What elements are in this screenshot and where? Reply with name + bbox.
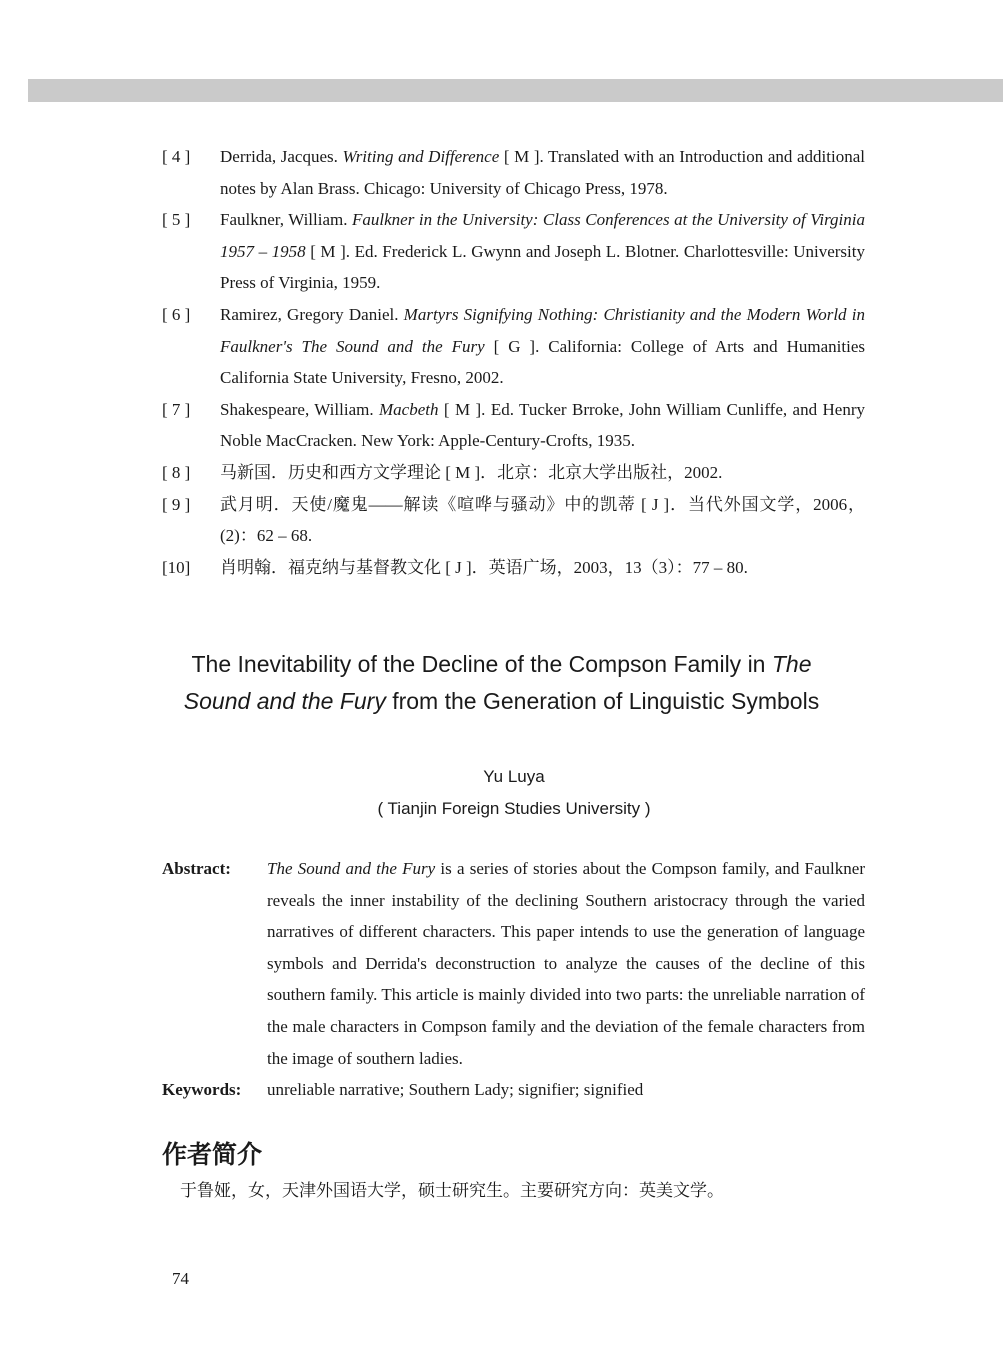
header-bar bbox=[28, 79, 1003, 102]
paper-title bbox=[150, 646, 853, 720]
reference-item bbox=[162, 204, 865, 299]
title-line1-italic: The bbox=[771, 651, 812, 677]
title-line1: The Inevitability of the Decline of the Compson Family in bbox=[191, 651, 772, 677]
reference-title: Faulkner in the University: Class Conferences at the University of Virginia 1957 – 1958 bbox=[220, 210, 866, 261]
reference-number: [ 6 ] bbox=[162, 304, 191, 324]
author-affiliation: ( Tianjin Foreign Studies University ) bbox=[377, 799, 651, 818]
reference-item bbox=[162, 489, 865, 552]
reference-item bbox=[162, 457, 865, 489]
title-line2: from the Generation of Linguistic Symbols bbox=[385, 688, 820, 714]
reference-text: [ M ]. Ed. Tucker Brroke, John William Cunliffe, and Henry Noble MacCracken. New York: Apple-Century-Crofts, 1935. bbox=[220, 399, 865, 451]
reference-item bbox=[162, 394, 865, 457]
reference-number: [ 5 ] bbox=[162, 210, 191, 230]
reference-title: Martyrs Signifying Nothing: Christianity and the Modern World in Faulkner's The Sound and the Fury bbox=[220, 304, 865, 356]
title-line2-italic: Sound and the Fury bbox=[183, 688, 386, 714]
reference-text: Shakespeare, William. bbox=[220, 399, 379, 419]
reference-text: [ G ]. California: College of Arts and Humanities California State University, Fresno, 2002. bbox=[220, 336, 865, 388]
author-name: Yu Luya bbox=[483, 767, 545, 786]
reference-text: [ M ]. Ed. Frederick L. Gwynn and Joseph L. Blotner. Charlottesville: University Press of Virginia, 1959. bbox=[220, 241, 865, 293]
reference-text: 武月明．天使/魔鬼——解读《喧哗与骚动》中的凯蒂 [ J ]．当代外国文学，2006，(2)：62 – 68. bbox=[220, 494, 865, 546]
abstract-italic-lead: The Sound and the Fury bbox=[267, 859, 436, 878]
reference-text: 肖明翰．福克纳与基督教文化 [ J ]．英语广场，2003，13（3）：77 – 80. bbox=[220, 557, 748, 577]
reference-text: 马新国．历史和西方文学理论 [ M ]．北京：北京大学出版社，2002. bbox=[220, 462, 723, 482]
reference-number: [10] bbox=[162, 557, 191, 577]
page-number: 74 bbox=[172, 1269, 189, 1288]
reference-text: Ramirez, Gregory Daniel. bbox=[220, 304, 404, 324]
reference-text: Derrida, Jacques. bbox=[220, 147, 343, 166]
abstract-label: Abstract: bbox=[162, 859, 231, 878]
references-list bbox=[162, 141, 865, 583]
reference-item bbox=[162, 141, 865, 204]
about-author-text: 于鲁娅，女，天津外国语大学，硕士研究生。主要研究方向：英美文学。 bbox=[180, 1181, 724, 1200]
abstract-section bbox=[162, 853, 865, 1106]
reference-item bbox=[162, 552, 865, 584]
keywords-text: unreliable narrative; Southern Lady; signifier; signified bbox=[267, 1080, 644, 1100]
reference-text: Faulkner, William. bbox=[220, 210, 353, 230]
reference-title: Writing and Difference bbox=[342, 147, 500, 166]
keywords-row bbox=[162, 1074, 865, 1106]
about-author-heading: 作者简介 bbox=[162, 1140, 263, 1169]
reference-number: [ 9 ] bbox=[162, 494, 191, 514]
abstract-text: is a series of stories about the Compson family, and Faulkner reveals the inner instability of the declining Southern aristocracy through the varied narratives of different characters. This paper intends to use the generation of language symbols and Derrida's deconstruction to analyze the causes of the decline of this southern family. This article is mainly divided into two parts: the unreliable narration of the male characters in Compson family and the deviation of the female characters from the image of southern ladies. bbox=[267, 859, 865, 1068]
reference-number: [ 7 ] bbox=[162, 399, 191, 419]
abstract-row bbox=[162, 853, 865, 1074]
author-block bbox=[0, 761, 1003, 825]
keywords-label: Keywords: bbox=[162, 1080, 242, 1100]
reference-number: [ 4 ] bbox=[162, 147, 191, 166]
reference-item bbox=[162, 299, 865, 394]
reference-title: Macbeth bbox=[379, 399, 439, 419]
reference-number: [ 8 ] bbox=[162, 462, 191, 482]
reference-text: [ M ]. Translated with an Introduction and additional notes by Alan Brass. Chicago: University of Chicago Press, 1978. bbox=[220, 147, 865, 198]
